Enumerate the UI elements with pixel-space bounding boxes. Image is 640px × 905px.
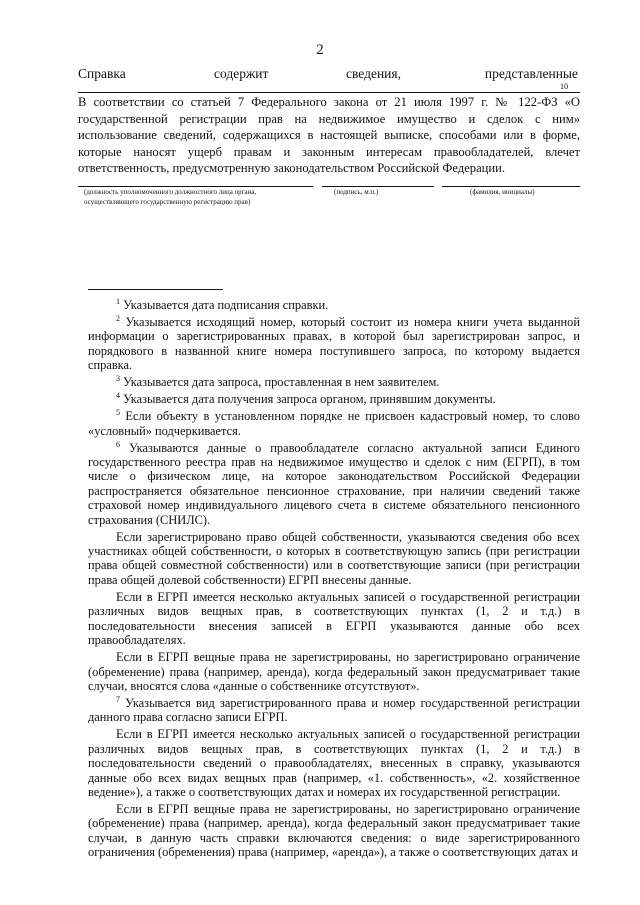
footnote-text: Указываются данные о правообладателе согласно актуальной записи Единого государственного реестра прав на недвижимое имущество и сделок с ним (ЕГРП), в том числе о физическом лице, на которое законодательством Российской Федерации распространяется обязательное пенсионное страхование, при наличии сведений также страховой номер индивидуального лицевого счета в системе обязательного пенсионного страхования (СНИЛС). <box>88 440 581 527</box>
footnote-2 <box>88 315 580 373</box>
footnote-6-no-owner: Если в ЕГРП вещные права не зарегистрированы, но зарегистрировано ограничение (обременение) права (например, аренда), когда федеральный закон предусматривает такие случаи, вносятся слова «данные о собственнике отсутствуют». <box>88 650 580 693</box>
position-caption <box>84 188 256 207</box>
footnote-number: 2 <box>116 314 120 323</box>
signature-line <box>322 186 434 187</box>
footnote-number: 4 <box>116 391 120 401</box>
footnote-text: Указывается дата получения запроса органом, принявшим документы. <box>123 392 496 407</box>
header-word-soderzhit: содержит <box>214 66 269 81</box>
footnote-text: Указывается дата запроса, проставленная в нем заявителем. <box>123 375 440 390</box>
page-number: 2 <box>316 42 324 58</box>
footnote-6 <box>88 441 580 527</box>
footnote-number: 6 <box>116 439 120 449</box>
footnote-ref-10: 10 <box>560 82 568 91</box>
footnote-text: Указывается вид зарегистрированного права и номер государственной регистрации данного права согласно записи ЕГРП. <box>88 695 580 725</box>
position-caption-line-2: осуществляющего государственную регистрацию прав) <box>84 197 251 206</box>
footnote-4 <box>88 392 580 406</box>
footnote-number: 5 <box>116 408 120 418</box>
footnote-text: Указывается дата подписания справки. <box>123 298 329 312</box>
footnote-1 <box>88 298 580 312</box>
footnote-6-shared-ownership: Если зарегистрировано право общей собственности, указываются сведения обо всех участниках общей собственности, о которых в соответствующую запись (при регистрации права общей совместной собственности) или в соответствующие записи (при регистрации права общей долевой собственности) ЕГРП внесены данные. <box>88 529 580 587</box>
footnote-number: 3 <box>116 374 120 384</box>
footnotes <box>88 298 580 862</box>
footnote-separator <box>88 289 223 290</box>
header-word-spravka: Справка <box>78 66 126 81</box>
name-signature-line <box>442 186 580 187</box>
footnote-text: Если объекту в установленном порядке не присвоен кадастровый номер, то слово «условный» подчеркивается. <box>88 409 580 438</box>
header-word-predstavlennye: представленные <box>484 66 578 81</box>
footnote-text: Указывается исходящий номер, который состоит из номера книги учета выданной информации о зарегистрированных правах, в которой был зарегистрирован запрос, и порядкового в названной книге номера поступившего запроса, по которому выдается справка. <box>88 315 580 373</box>
header-rule <box>78 92 580 93</box>
footnote-number: 7 <box>116 694 120 704</box>
lead-paragraph: В соответствии со статьей 7 Федерального закона от 21 июля 1997 г. № 122-ФЗ «О государственной регистрации прав на недвижимое имущество и сделок с ним» использование сведений, содержащихся в настоящей выписке, способами или в форме, которые наносят ущерб правам и законным интересам правообладателей, влечет ответственность, предусмотренную законодательством Российской Федерации. <box>78 95 580 176</box>
position-signature-line <box>78 186 313 187</box>
header-word-svedeniya: сведения, <box>346 66 401 81</box>
signature-caption: (подпись, м.п.) <box>334 188 379 196</box>
footnote-number: 1 <box>116 297 120 306</box>
position-caption-line-1: (должность уполномоченного должностного лица органа, <box>84 188 257 196</box>
footnote-7 <box>88 696 580 725</box>
name-caption: (фамилия, инициалы) <box>470 188 535 196</box>
footnote-7-multiple-records: Если в ЕГРП имеется несколько актуальных записей о государственной регистрации различных видов вещных прав, в соответствующих пунктах (1, 2 и т.д.) в последовательности сведений о правообладателях, внесенных в справку, указываются данные обо всех видах вещных прав (например, «1. собственность», «2. хозяйственное ведение»), а также о соответствующих датах и номерах их государственной регистрации. <box>88 727 580 799</box>
footnote-3 <box>88 375 580 389</box>
footnote-6-multiple-records: Если в ЕГРП имеется несколько актуальных записей о государственной регистрации различных видов вещных прав, в соответствующих пунктах (1, 2 и т.д.) в последовательности внесения записей в ЕГРП указываются данные обо всех правообладателях. <box>88 589 580 648</box>
footnote-7-encumbrance: Если в ЕГРП вещные права не зарегистрированы, но зарегистрировано ограничение (обременение) права (например, аренда), когда федеральный закон предусматривает такие случаи, в данную часть справки включаются сведения: о виде зарегистрированного ограничения (обременения) права (например, «аренда»), а также о соответствующих датах и <box>88 801 580 860</box>
footnote-5 <box>88 409 580 438</box>
